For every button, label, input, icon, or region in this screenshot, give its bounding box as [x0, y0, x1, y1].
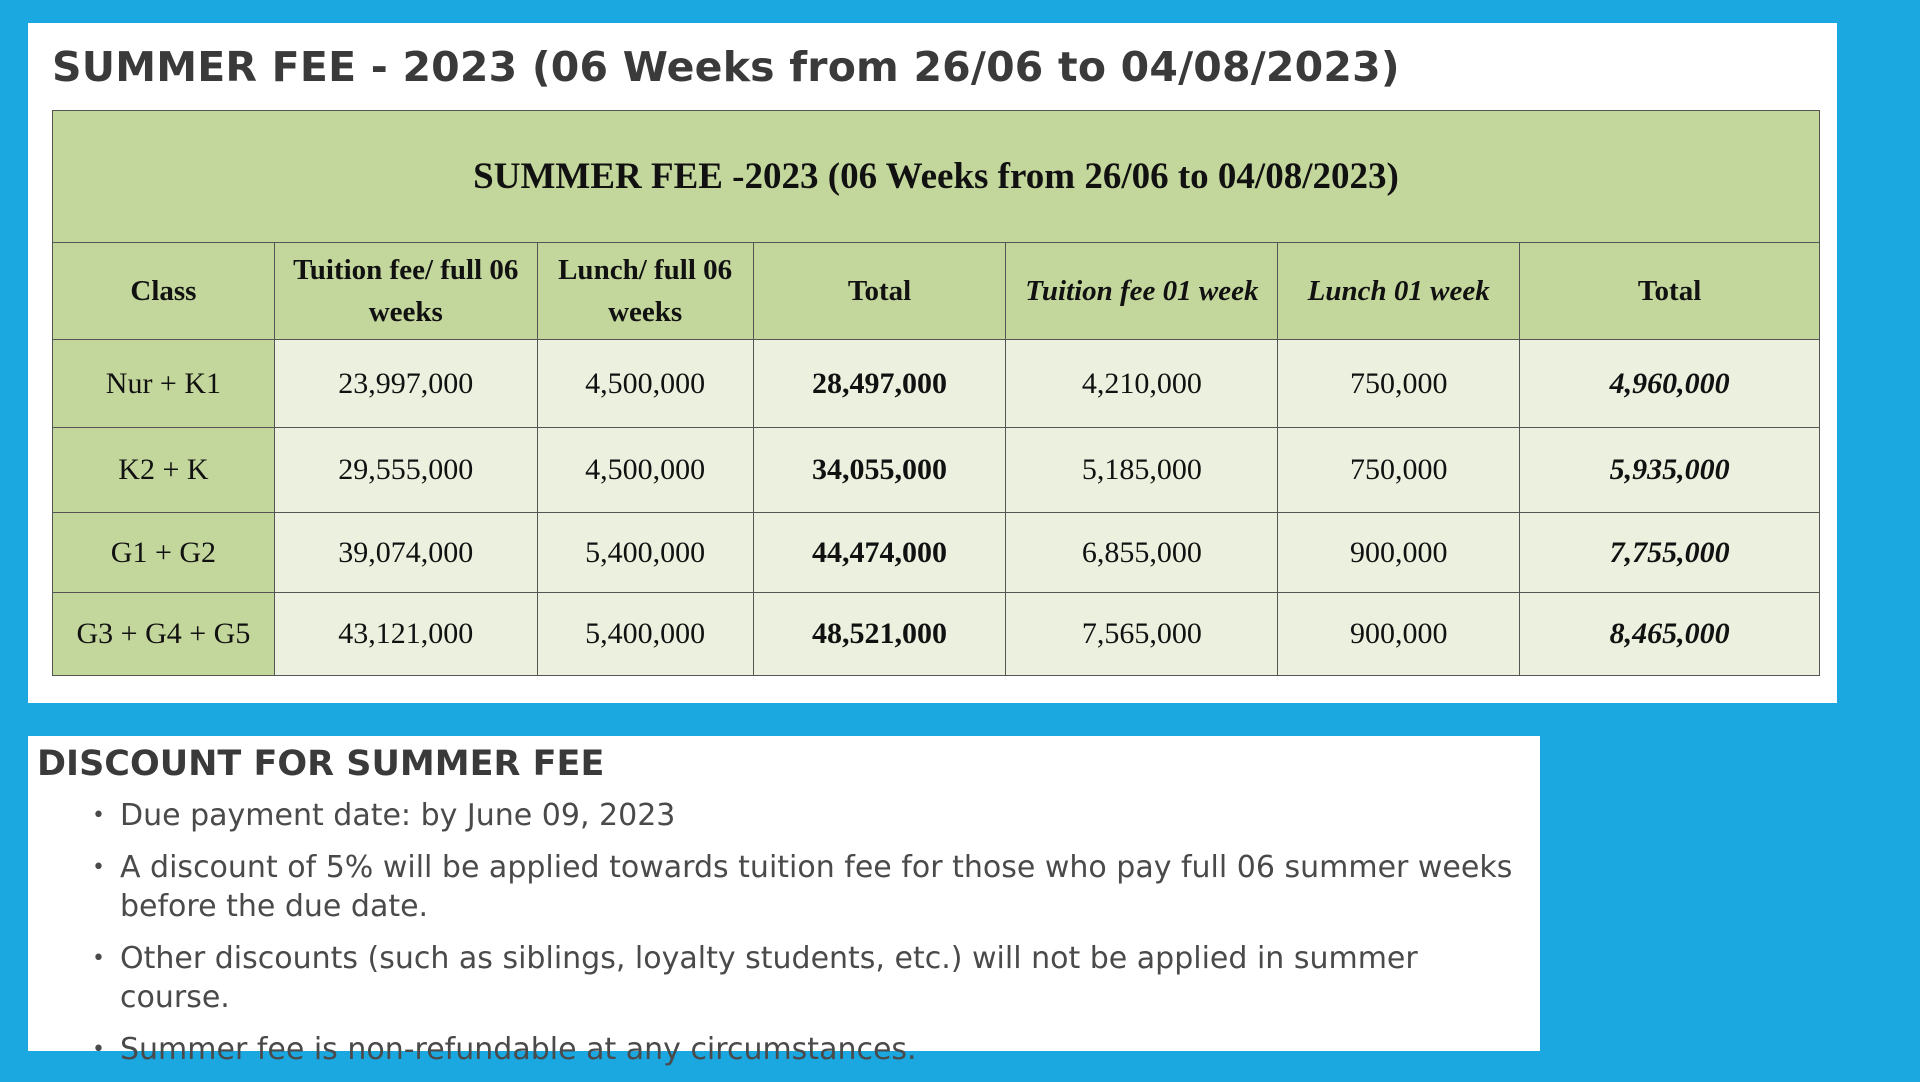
tuition-week-cell: 5,185,000	[1006, 428, 1278, 513]
summer-fee-panel	[28, 23, 1837, 703]
total-week-cell: 5,935,000	[1520, 428, 1820, 513]
discount-item-text: Due payment date: by June 09, 2023	[120, 798, 676, 833]
discount-list	[68, 796, 1528, 1082]
col-header-tuition-week: Tuition fee 01 week	[1006, 243, 1278, 340]
total-full-cell: 28,497,000	[753, 340, 1006, 428]
tuition-week-cell: 7,565,000	[1006, 593, 1278, 676]
tuition-full-cell: 39,074,000	[274, 513, 537, 593]
lunch-full-cell: 5,400,000	[537, 513, 753, 593]
total-week-cell: 4,960,000	[1520, 340, 1820, 428]
bullet-icon: •	[92, 1037, 105, 1062]
col-header-tuition-full: Tuition fee/ full 06 weeks	[274, 243, 537, 340]
list-item	[68, 848, 1528, 926]
total-full-cell: 34,055,000	[753, 428, 1006, 513]
discount-item-text: Summer fee is non-refundable at any circumstances.	[120, 1032, 917, 1067]
tuition-full-cell: 23,997,000	[274, 340, 537, 428]
discount-heading: DISCOUNT FOR SUMMER FEE	[37, 744, 605, 784]
col-header-lunch-full: Lunch/ full 06 weeks	[537, 243, 753, 340]
total-week-cell: 7,755,000	[1520, 513, 1820, 593]
lunch-full-cell: 5,400,000	[537, 593, 753, 676]
list-item	[68, 939, 1528, 1017]
table-row	[53, 340, 1820, 428]
table-row	[53, 513, 1820, 593]
table-row	[53, 593, 1820, 676]
discount-item-text: A discount of 5% will be applied towards tuition fee for those who pay full 06 summer weeks before the due date.	[120, 850, 1513, 924]
col-header-total-full: Total	[753, 243, 1006, 340]
class-cell: Nur + K1	[53, 340, 275, 428]
list-item	[68, 1030, 1528, 1069]
class-cell: G1 + G2	[53, 513, 275, 593]
table-row	[53, 428, 1820, 513]
discount-item-text: Other discounts (such as siblings, loyalty students, etc.) will not be applied in summer course.	[120, 941, 1418, 1015]
tuition-week-cell: 6,855,000	[1006, 513, 1278, 593]
col-header-lunch-week: Lunch 01 week	[1278, 243, 1520, 340]
lunch-week-cell: 750,000	[1278, 428, 1520, 513]
discount-panel	[28, 736, 1540, 1067]
table-banner-title: SUMMER FEE -2023 (06 Weeks from 26/06 to 04/08/2023)	[53, 111, 1820, 243]
bullet-icon: •	[92, 946, 105, 971]
tuition-full-cell: 43,121,000	[274, 593, 537, 676]
list-item	[68, 796, 1528, 835]
total-week-cell: 8,465,000	[1520, 593, 1820, 676]
tuition-full-cell: 29,555,000	[274, 428, 537, 513]
lunch-full-cell: 4,500,000	[537, 340, 753, 428]
lunch-week-cell: 900,000	[1278, 513, 1520, 593]
summer-fee-table	[52, 110, 1820, 676]
class-cell: K2 + K	[53, 428, 275, 513]
col-header-total-week: Total	[1520, 243, 1820, 340]
lunch-full-cell: 4,500,000	[537, 428, 753, 513]
col-header-class: Class	[53, 243, 275, 340]
bullet-icon: •	[92, 855, 105, 880]
summer-fee-heading: SUMMER FEE - 2023 (06 Weeks from 26/06 to 04/08/2023)	[52, 43, 1400, 91]
lunch-week-cell: 750,000	[1278, 340, 1520, 428]
lunch-week-cell: 900,000	[1278, 593, 1520, 676]
bullet-icon: •	[92, 803, 105, 828]
class-cell: G3 + G4 + G5	[53, 593, 275, 676]
total-full-cell: 48,521,000	[753, 593, 1006, 676]
tuition-week-cell: 4,210,000	[1006, 340, 1278, 428]
total-full-cell: 44,474,000	[753, 513, 1006, 593]
